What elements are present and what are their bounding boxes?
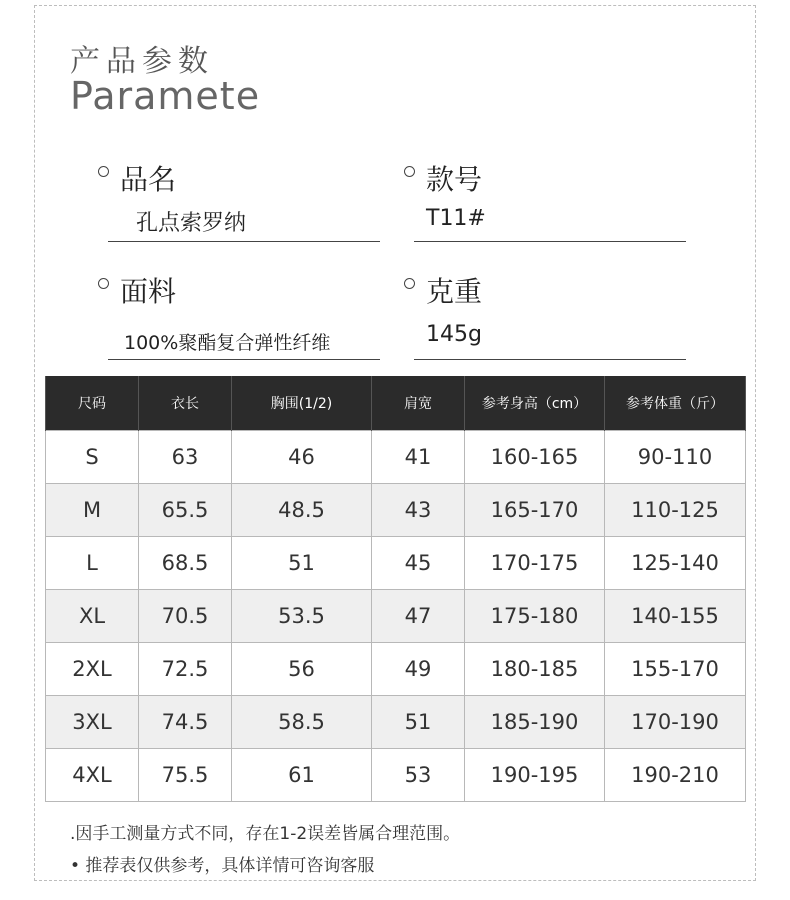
table-row (46, 537, 746, 590)
table-cell: 185-190 (465, 696, 605, 749)
underline (108, 241, 380, 242)
table-cell: S (46, 431, 139, 484)
table-cell: 90-110 (605, 431, 746, 484)
table-cell: 47 (372, 590, 465, 643)
table-cell: 180-185 (465, 643, 605, 696)
note-reference: • 推荐表仅供参考，具体详情可咨询客服 (70, 856, 375, 876)
param-fabric (120, 270, 398, 362)
underline (414, 241, 686, 242)
table-row (46, 643, 746, 696)
table-cell: 51 (372, 696, 465, 749)
param-label: 品名 (120, 163, 177, 196)
table-cell: 155-170 (605, 643, 746, 696)
table-row (46, 696, 746, 749)
table-row (46, 749, 746, 802)
table-cell: 49 (372, 643, 465, 696)
param-name (120, 158, 398, 244)
notes (70, 818, 460, 882)
underline (108, 359, 380, 360)
table-header: 胸围(1/2) (232, 376, 372, 431)
section-title-en: Paramete (70, 74, 261, 118)
param-label: 款号 (426, 163, 483, 196)
table-cell: 41 (372, 431, 465, 484)
table-cell: 45 (372, 537, 465, 590)
circle-bullet-icon (98, 166, 109, 177)
table-row (46, 484, 746, 537)
table-header: 衣长 (139, 376, 232, 431)
table-row (46, 590, 746, 643)
table-cell: 175-180 (465, 590, 605, 643)
param-label: 克重 (426, 275, 483, 308)
table-cell: 190-210 (605, 749, 746, 802)
param-value: 145g (426, 322, 482, 347)
table-cell: 160-165 (465, 431, 605, 484)
table-row (46, 431, 746, 484)
table-header: 尺码 (46, 376, 139, 431)
table-cell: 61 (232, 749, 372, 802)
circle-bullet-icon (404, 166, 415, 177)
table-cell: 125-140 (605, 537, 746, 590)
table-header-row (46, 376, 746, 431)
size-table (45, 376, 746, 802)
table-cell: 63 (139, 431, 232, 484)
table-cell: 140-155 (605, 590, 746, 643)
table-cell: 75.5 (139, 749, 232, 802)
table-cell: 72.5 (139, 643, 232, 696)
param-value: T11# (426, 206, 486, 231)
table-cell: L (46, 537, 139, 590)
table-cell: 74.5 (139, 696, 232, 749)
table-cell: 65.5 (139, 484, 232, 537)
param-style-number (426, 158, 704, 244)
table-cell: 48.5 (232, 484, 372, 537)
param-label: 面料 (120, 275, 177, 308)
table-cell: 2XL (46, 643, 139, 696)
table-cell: 165-170 (465, 484, 605, 537)
section-title-cn: 产品参数 (70, 44, 214, 79)
table-header: 肩宽 (372, 376, 465, 431)
table-cell: 43 (372, 484, 465, 537)
table-cell: 70.5 (139, 590, 232, 643)
table-cell: M (46, 484, 139, 537)
table-cell: 53.5 (232, 590, 372, 643)
table-cell: 56 (232, 643, 372, 696)
table-cell: 190-195 (465, 749, 605, 802)
table-cell: 68.5 (139, 537, 232, 590)
table-header: 参考体重（斤） (605, 376, 746, 431)
param-value: 100%聚酯复合弹性纤维 (124, 332, 331, 354)
table-cell: 46 (232, 431, 372, 484)
table-cell: 3XL (46, 696, 139, 749)
table-cell: XL (46, 590, 139, 643)
circle-bullet-icon (404, 278, 415, 289)
table-cell: 170-190 (605, 696, 746, 749)
underline (414, 359, 686, 360)
param-weight (426, 270, 704, 362)
table-cell: 58.5 (232, 696, 372, 749)
table-cell: 4XL (46, 749, 139, 802)
table-cell: 53 (372, 749, 465, 802)
circle-bullet-icon (98, 278, 109, 289)
table-cell: 110-125 (605, 484, 746, 537)
table-cell: 51 (232, 537, 372, 590)
param-value: 孔点索罗纳 (136, 211, 247, 236)
table-cell: 170-175 (465, 537, 605, 590)
note-measurement: .因手工测量方式不同，存在1-2误差皆属合理范围。 (70, 824, 461, 844)
table-header: 参考身高（cm） (465, 376, 605, 431)
